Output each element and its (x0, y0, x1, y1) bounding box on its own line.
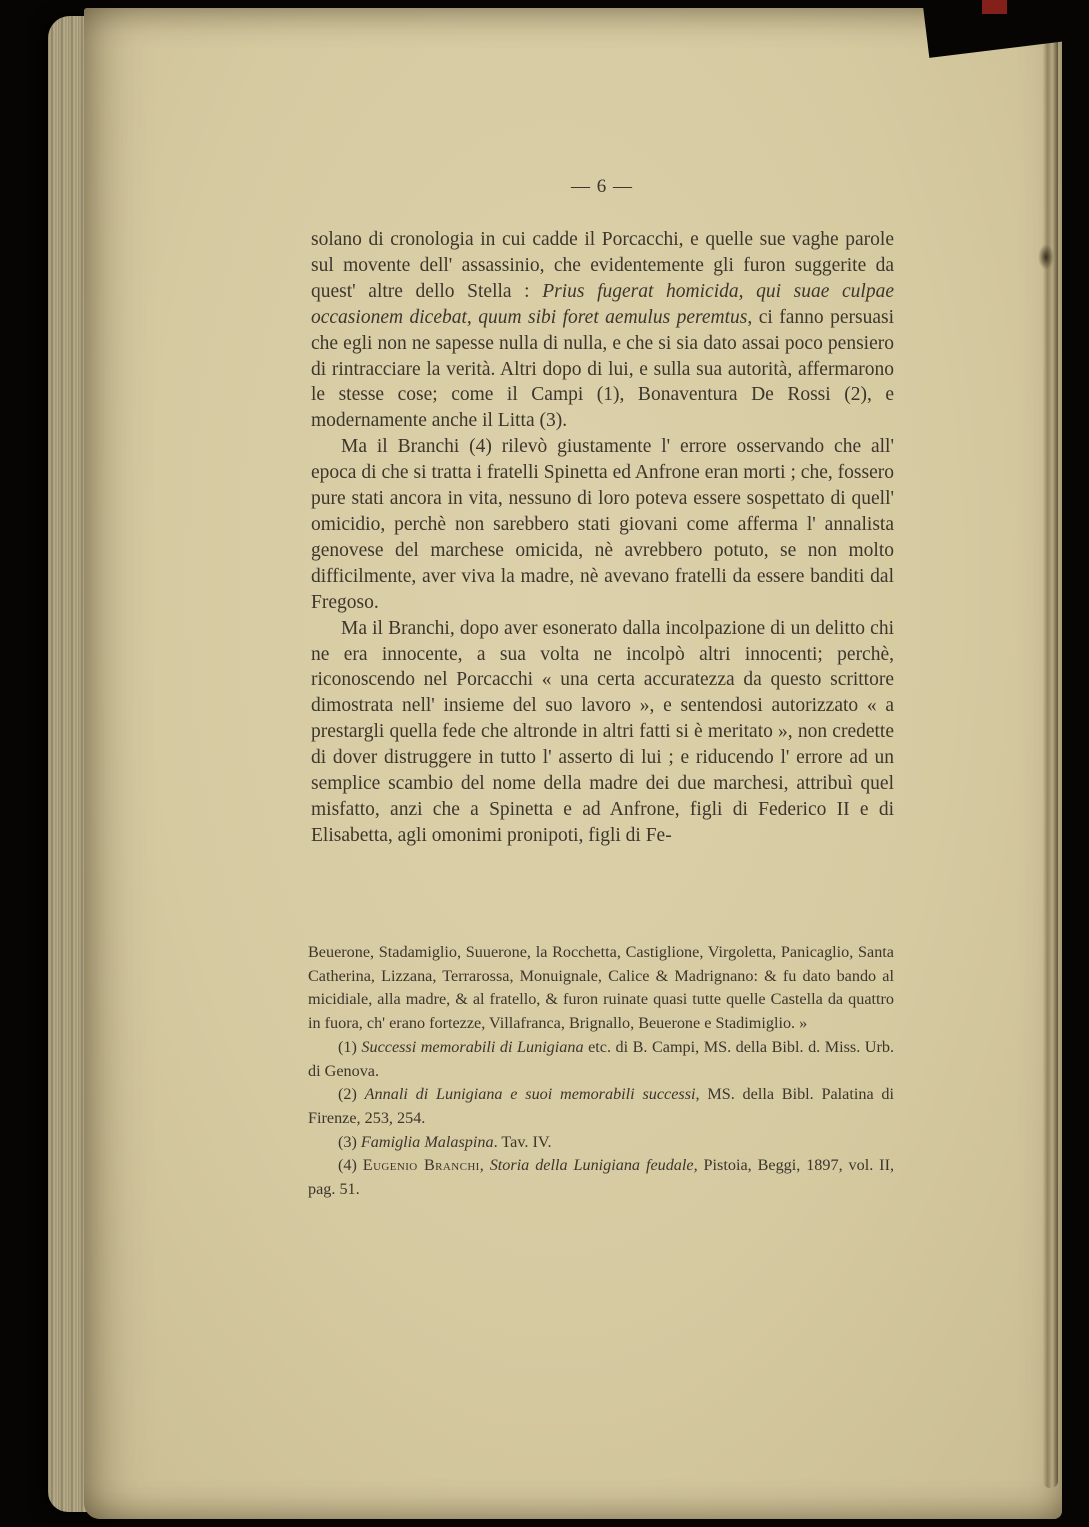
footnote-3 (308, 1131, 894, 1155)
body-paragraph (311, 227, 894, 434)
text-segment: Annali di Lunigiana e suoi memorabili successi, (364, 1085, 700, 1104)
text-segment: . Tav. IV. (493, 1132, 552, 1151)
text-segment: Storia della Lunigiana feudale, (489, 1156, 698, 1175)
text-segment: (3) (338, 1132, 361, 1151)
text-segment: Famiglia Malaspina (360, 1132, 494, 1151)
text-segment: MS. della Bibl. Palatina di Firenze, 253, 254. (308, 1085, 895, 1127)
main-text-block (311, 227, 894, 849)
text-segment: Ma il Branchi, dopo aver esonerato dalla incolpazione di un delitto chi ne era innocente, a sua volta ne incolpò altri innocenti; perchè, riconoscendo nel Porcacchi « una certa accuratezza da questo scrittore dimostrata nell' insieme del suo lavoro », e sentendosi autorizzato « a prestargli quella fede che altronde in altri fatti si è meritato », non credette di dover distruggere in tutto l' asserto di lui ; e riducendo l' errore ad un semplice scambio del nome della madre dei due marchesi, attribuì quel misfatto, anzi che a Spinetta e ad Anfrone, figli di Federico II e di Elisabetta, agli omonimi pronipoti, figli di Fe- (311, 617, 894, 846)
body-paragraph (311, 434, 894, 615)
footnote-4 (308, 1154, 894, 1201)
text-segment: Prius fugerat homicida, qui suae culpae occasionem dicebat, quum sibi foret aemulus peremtus (311, 280, 894, 328)
text-segment: Successi memorabili di Lunigiana (361, 1037, 584, 1056)
text-segment: Eugenio Branchi (362, 1156, 480, 1175)
footnotes-block (308, 941, 894, 1202)
footnote-continuation (308, 941, 894, 1036)
text-segment: Pistoia, Beggi, 1897, vol. II, pag. 51. (308, 1156, 895, 1199)
red-binding-mark (982, 0, 1007, 14)
text-segment: (4) (338, 1156, 363, 1175)
text-segment: (1) (338, 1037, 362, 1056)
footnote-2 (308, 1083, 894, 1130)
text-segment: etc. di B. Campi, MS. della Bibl. d. Miss. Urb. di Genova. (308, 1037, 894, 1080)
text-segment: Beuerone, Stadamiglio, Suuerone, la Rocchetta, Castiglione, Virgoletta, Panicaglio, Santa Catherina, Lizzana, Terrarossa, Monuignale, Calice & Madrignano: & fu dato bando al micidiale, alla madre, & al fratello, & furon ruinate quasi tutte quelle Castella da quattro in fuora, ch' erano fortezze, Villafranca, Brignallo, Beuerone e Stadimiglio. » (308, 943, 894, 1033)
text-segment: solano di cronologia in cui cadde il Porcacchi, e quelle sue vaghe parole sul movente dell' assassinio, che evidentemente gli furon suggerite da quest' altre dello Stella : (311, 229, 894, 302)
page-number: — 6 — (571, 176, 633, 197)
text-segment: , (479, 1156, 490, 1175)
text-segment: Ma il Branchi (4) rilevò giustamente l' errore osservando che all' epoca di che si tratta i fratelli Spinetta ed Anfrone eran morti ; che, fossero pure stati ancora in vita, nessuno di loro poteva essere sospettato di quell' omicidio, perchè non sarebbero stati giovani come afferma l' annalista genovese del marchese omicida, nè avrebbero potuto, se non molto difficilmente, aver viva la madre, nè avevano fratelli da essere banditi dal Fregoso. (311, 436, 894, 613)
body-paragraph (311, 616, 894, 849)
footnote-1 (308, 1036, 894, 1083)
text-segment: (2) (338, 1085, 365, 1104)
text-segment: , ci fanno persuasi che egli non ne sapesse nulla di nulla, e che si sia dato assai poco pensiero di rintracciare la verità. Altri dopo di lui, e sulla sua autorità, affermarono le stesse cose; come il Campi (1), Bonaventura De Rossi (2), e modernamente anche il Litta (3). (311, 306, 895, 432)
page-edge-flaw (1038, 244, 1054, 270)
